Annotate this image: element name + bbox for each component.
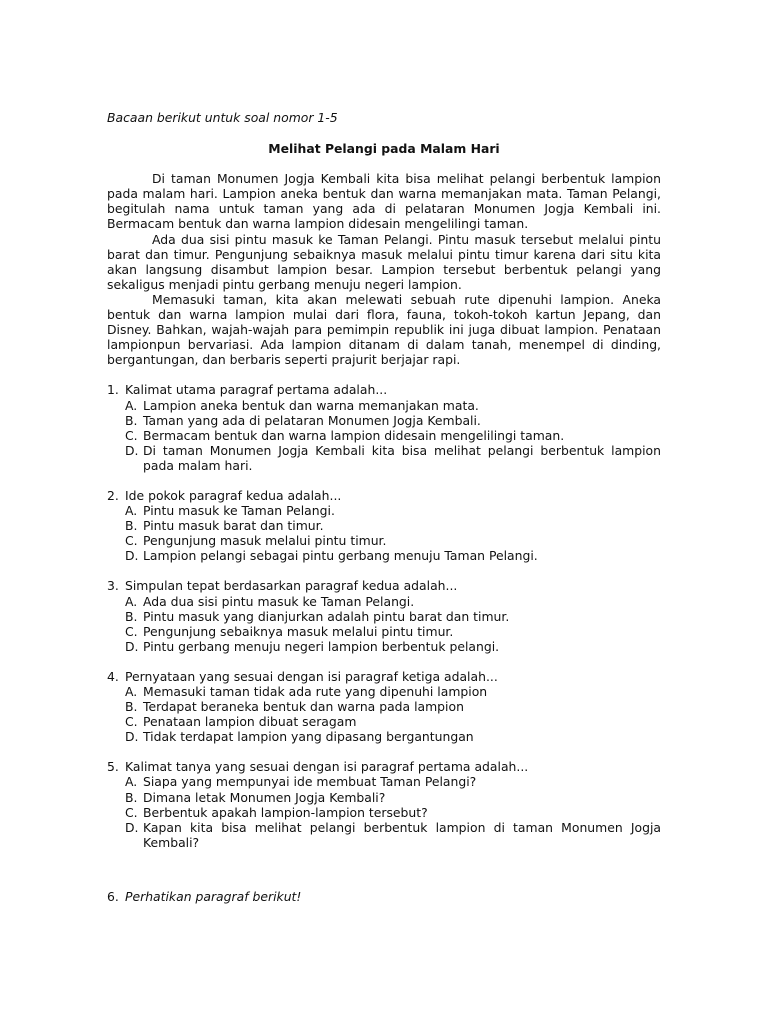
option-text: Pintu masuk barat dan timur. — [143, 518, 324, 534]
answer-option-a — [125, 503, 661, 518]
document-page — [107, 110, 661, 919]
option-text: Penataan lampion dibuat seragam — [143, 714, 357, 730]
option-text: Pintu gerbang menuju negeri lampion berbentuk pelangi. — [143, 638, 500, 654]
question-text: Pernyataan yang sesuai dengan isi paragraf ketiga adalah... — [125, 668, 498, 684]
question-number: 3. — [107, 578, 119, 594]
option-text: Lampion pelangi sebagai pintu gerbang menuju Taman Pelangi. — [143, 548, 538, 564]
answer-option-a — [125, 774, 661, 789]
answer-option-c — [125, 624, 661, 639]
answer-option-d — [125, 548, 661, 563]
option-letter: A. — [125, 684, 138, 699]
question-text: Kalimat utama paragraf pertama adalah... — [125, 382, 388, 398]
question-number: 6. — [107, 888, 119, 904]
question-6 — [107, 889, 661, 904]
option-text: Berbentuk apakah lampion-lampion tersebut? — [143, 804, 428, 820]
passage-paragraph-1: Di taman Monumen Jogja Kembali kita bisa melihat pelangi berbentuk lampion pada malam hari. Lampion aneka bentuk dan warna memanjakan mata. Taman Pelangi, begitulah nama untuk taman yang ada di pelataran Monumen Jogja Kembali ini. Bermacam bentuk dan warna lampion didesain mengelilingi taman. — [107, 171, 661, 232]
option-text: Ada dua sisi pintu masuk ke Taman Pelangi. — [143, 593, 415, 609]
answer-option-c — [125, 428, 661, 443]
option-letter: D. — [125, 819, 139, 835]
answer-options — [125, 398, 661, 473]
option-text: Dimana letak Monumen Jogja Kembali? — [143, 789, 386, 805]
option-letter: A. — [125, 774, 138, 790]
option-letter: B. — [125, 518, 138, 534]
question-5 — [107, 759, 661, 850]
option-text: Di taman Monumen Jogja Kembali kita bisa melihat pelangi berbentuk lampion pada malam hari. — [143, 442, 661, 473]
answer-option-c — [125, 714, 661, 729]
option-text: Siapa yang mempunyai ide membuat Taman Pelangi? — [143, 774, 477, 790]
answer-option-d — [125, 820, 661, 850]
option-text: Pengunjung sebaiknya masuk melalui pintu timur. — [143, 623, 454, 639]
option-letter: B. — [125, 699, 138, 715]
question-number: 5. — [107, 759, 119, 775]
option-letter: A. — [125, 397, 138, 413]
option-letter: D. — [125, 548, 139, 564]
option-letter: B. — [125, 789, 138, 805]
option-text: Terdapat beraneka bentuk dan warna pada lampion — [143, 699, 464, 715]
reading-instruction: Bacaan berikut untuk soal nomor 1-5 — [107, 110, 338, 125]
answer-option-a — [125, 594, 661, 609]
answer-option-b — [125, 609, 661, 624]
answer-options — [125, 774, 661, 849]
passage-body — [107, 171, 661, 367]
option-text: Memasuki taman tidak ada rute yang dipenuhi lampion — [143, 684, 488, 699]
option-text: Taman yang ada di pelataran Monumen Jogja Kembali. — [143, 412, 481, 428]
option-letter: D. — [125, 442, 139, 458]
answer-option-d — [125, 729, 661, 744]
question-number: 4. — [107, 668, 119, 684]
answer-option-b — [125, 413, 661, 428]
option-letter: A. — [125, 503, 138, 519]
option-letter: C. — [125, 533, 138, 549]
option-letter: C. — [125, 804, 138, 820]
passage-paragraph-3: Memasuki taman, kita akan melewati sebuah rute dipenuhi lampion. Aneka bentuk dan warna lampion mulai dari flora, fauna, tokoh-tokoh kartun Jepang, dan Disney. Bahkan, wajah-wajah para pemimpin republik ini juga dibuat lampion. Penataan lampionpun bervariasi. Ada lampion ditanam di dalam tanah, menempel di dinding, bergantungan, dan berbaris seperti prajurit berjajar rapi. — [107, 291, 661, 368]
option-letter: C. — [125, 714, 138, 730]
answer-option-a — [125, 684, 661, 699]
question-3 — [107, 578, 661, 653]
answer-options — [125, 503, 661, 563]
option-letter: A. — [125, 593, 138, 609]
question-text: Kalimat tanya yang sesuai dengan isi paragraf pertama adalah... — [125, 759, 529, 775]
question-1 — [107, 382, 661, 473]
option-text: Kapan kita bisa melihat pelangi berbentuk lampion di taman Monumen Jogja Kembali? — [143, 819, 661, 850]
answer-option-b — [125, 699, 661, 714]
answer-option-b — [125, 790, 661, 805]
question-number: 2. — [107, 487, 119, 503]
answer-options — [125, 684, 661, 744]
option-letter: B. — [125, 608, 138, 624]
option-text: Lampion aneka bentuk dan warna memanjakan mata. — [143, 397, 479, 413]
question-text: Ide pokok paragraf kedua adalah... — [125, 487, 342, 503]
option-text: Bermacam bentuk dan warna lampion didesain mengelilingi taman. — [143, 427, 565, 443]
question-list — [107, 382, 661, 904]
question-text: Perhatikan paragraf berikut! — [125, 888, 302, 904]
option-letter: C. — [125, 427, 138, 443]
option-text: Pintu masuk ke Taman Pelangi. — [143, 503, 335, 519]
option-text: Tidak terdapat lampion yang dipasang bergantungan — [143, 729, 474, 745]
question-number: 1. — [107, 382, 119, 398]
question-4 — [107, 669, 661, 744]
option-text: Pengunjung masuk melalui pintu timur. — [143, 533, 387, 549]
passage-title: Melihat Pelangi pada Malam Hari — [268, 141, 500, 157]
option-letter: C. — [125, 623, 138, 639]
answer-option-b — [125, 518, 661, 533]
option-letter: B. — [125, 412, 138, 428]
option-letter: D. — [125, 638, 139, 654]
answer-option-c — [125, 533, 661, 548]
answer-option-a — [125, 398, 661, 413]
option-letter: D. — [125, 729, 139, 745]
option-text: Pintu masuk yang dianjurkan adalah pintu barat dan timur. — [143, 608, 510, 624]
answer-option-d — [125, 639, 661, 654]
question-text: Simpulan tepat berdasarkan paragraf kedua adalah... — [125, 578, 458, 594]
answer-option-c — [125, 805, 661, 820]
passage-paragraph-2: Ada dua sisi pintu masuk ke Taman Pelangi. Pintu masuk tersebut melalui pintu barat dan timur. Pengunjung sebaiknya masuk melalui pintu timur karena dari situ kita akan langsung disambut lampion besar. Lampion tersebut berbentuk pelangi yang sekaligus menjadi pintu gerbang menuju negeri lampion. — [107, 231, 661, 292]
answer-option-d — [125, 443, 661, 473]
answer-options — [125, 594, 661, 654]
question-2 — [107, 488, 661, 563]
